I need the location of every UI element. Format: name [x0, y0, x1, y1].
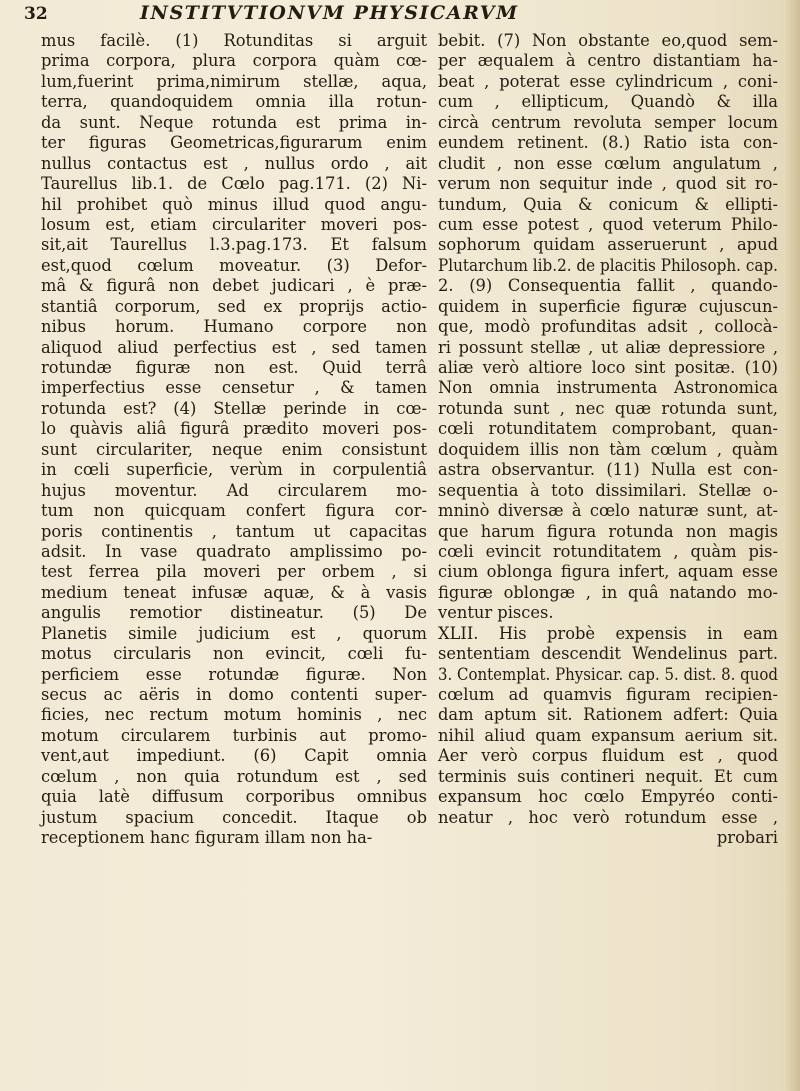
text-line: stantiâ corporum, sed ex proprijs actio- — [41, 296, 427, 316]
text-line: Plutarchum lib.2. de placitis Philosoph. cap. — [438, 255, 778, 275]
text-line: hil prohibet quò minus illud quod angu- — [41, 194, 427, 214]
text-line: mninò diversæ à cœlo naturæ sunt, at- — [438, 501, 778, 521]
text-line: 3. Contemplat. Physicar. cap. 5. dist. 8. quod — [438, 664, 778, 684]
page-number: 32 — [24, 4, 48, 24]
text-line: verum non sequitur inde , quod sit ro- — [438, 174, 778, 194]
text-line: Non omnia instrumenta Astronomica — [438, 378, 778, 398]
right-text-column — [438, 31, 778, 849]
text-line: da sunt. Neque rotunda est prima in- — [41, 112, 427, 132]
text-line: motus circularis non evincit, cœli fu- — [41, 644, 427, 664]
text-line: prima corpora, plura corpora quàm cœ- — [41, 51, 427, 71]
text-line: adsit. In vase quadrato amplissimo po- — [41, 541, 427, 561]
text-line: losum est, etiam circulariter moveri pos- — [41, 214, 427, 234]
text-line: Aer verò corpus fluidum est , quod — [438, 746, 778, 766]
text-line: cum , ellipticum, Quandò & illa — [438, 92, 778, 112]
text-line: nihil aliud quam expansum aerium sit. — [438, 725, 778, 745]
text-line: XLII. His probè expensis in eam — [438, 623, 778, 643]
text-line: sententiam descendit Wendelinus part. — [438, 644, 778, 664]
text-line: lum,fuerint prima,nimirum stellæ, aqua, — [41, 71, 427, 91]
text-line: terminis suis contineri nequit. Et cum — [438, 766, 778, 786]
text-line: perficiem esse rotundæ figuræ. Non — [41, 664, 427, 684]
text-line: dam aptum sit. Rationem adfert: Quia — [438, 705, 778, 725]
text-line: eundem retinent. (8.) Ratio ista con- — [438, 133, 778, 153]
text-line: doquidem illis non tàm cœlum , quàm — [438, 439, 778, 459]
text-line: ri possunt stellæ , ut aliæ depressiore , — [438, 337, 778, 357]
text-line: cœlum , non quia rotundum est , sed — [41, 766, 427, 786]
text-line: sophorum quidam asseruerunt , apud — [438, 235, 778, 255]
text-line: beat , poterat esse cylindricum , coni- — [438, 71, 778, 91]
text-line: receptionem hanc figuram illam non ha- — [41, 828, 373, 848]
text-line: ficies, nec rectum motum hominis , nec — [41, 705, 427, 725]
text-line: angulis remotior distineatur. (5) De — [41, 603, 427, 623]
text-line: sit,ait Taurellus l.3.pag.173. Et falsum — [41, 235, 427, 255]
page-header — [24, 2, 774, 30]
text-line: per æqualem à centro distantiam ha- — [438, 51, 778, 71]
text-line: astra observantur. (11) Nulla est con- — [438, 460, 778, 480]
text-line: poris continentis , tantum ut capacitas — [41, 521, 427, 541]
text-line: cum esse potest , quod veterum Philo- — [438, 214, 778, 234]
text-line: aliæ verò altiore loco sint positæ. (10) — [438, 358, 778, 377]
text-line: cludit , non esse cœlum angulatum , — [438, 153, 778, 173]
text-line: imperfectius esse censetur , & tamen — [41, 378, 427, 398]
text-line: rotunda est? (4) Stellæ perinde in cœ- — [41, 398, 427, 418]
text-line: neatur , hoc verò rotundum esse , — [438, 807, 778, 827]
text-line: Planetis simile judicium est , quorum — [41, 623, 427, 643]
text-line: Taurellus lib.1. de Cœlo pag.171. (2) Ni- — [41, 174, 427, 194]
text-line: probari — [716, 828, 778, 848]
text-line: 2. (9) Consequentia fallit , quando- — [438, 276, 778, 296]
text-line: justum spacium concedit. Itaque ob — [41, 807, 427, 827]
text-line: que harum figura rotunda non magis — [438, 521, 778, 541]
text-line: ventur pisces. — [438, 603, 554, 623]
text-line: test ferrea pila moveri per orbem , si — [41, 562, 427, 582]
text-line: ter figuras Geometricas,figurarum enim — [41, 133, 427, 153]
text-line: sequentia à toto dissimilari. Stellæ o- — [438, 480, 778, 500]
text-line: vent,aut impediunt. (6) Capit omnia — [41, 746, 427, 766]
running-title: INSTITVTIONVM PHYSICARVM — [140, 2, 519, 24]
text-line: cœli evincit rotunditatem , quàm pis- — [438, 541, 778, 561]
left-text-column — [41, 31, 427, 849]
text-line: circà centrum revoluta semper locum — [438, 112, 778, 132]
text-line: nullus contactus est , nullus ordo , ait — [41, 153, 427, 173]
text-line: tundum, Quia & conicum & ellipti- — [438, 194, 778, 214]
text-line: que, modò profunditas adsit , collocà- — [438, 317, 778, 337]
text-line: mâ & figurâ non debet judicari , è præ- — [41, 276, 427, 296]
text-line: nibus horum. Humano corpore non — [41, 317, 427, 337]
text-line: bebit. (7) Non obstante eo,quod sem- — [438, 31, 778, 50]
page-edge — [786, 0, 800, 1091]
text-line: secus ac aëris in domo contenti super- — [41, 685, 427, 704]
text-line: tum non quicquam confert figura cor- — [41, 501, 427, 521]
text-line: cœli rotunditatem comprobant, quan- — [438, 419, 778, 439]
text-line: sunt circulariter, neque enim consistunt — [41, 439, 427, 459]
text-line: lo quàvis aliâ figurâ prædito moveri pos- — [41, 419, 427, 439]
text-line: hujus moventur. Ad circularem mo- — [41, 480, 427, 500]
text-line: est,quod cœlum moveatur. (3) Defor- — [41, 255, 427, 275]
text-line: terra, quandoquidem omnia illa rotun- — [41, 92, 427, 112]
text-line: rotundæ figuræ non est. Quid terrâ — [41, 358, 427, 377]
text-line: mus facilè. (1) Rotunditas si arguit — [41, 31, 427, 50]
text-line: in cœli superficie, verùm in corpulentiâ — [41, 460, 427, 480]
text-line: cœlum ad quamvis figuram recipien- — [438, 685, 778, 704]
text-line: aliquod aliud perfectius est , sed tamen — [41, 337, 427, 357]
text-line: quia latè diffusum corporibus omnibus — [41, 787, 427, 807]
text-line: quidem in superficie figuræ cujuscun- — [438, 296, 778, 316]
text-line: expansum hoc cœlo Empyréo conti- — [438, 787, 778, 807]
text-line: cium oblonga figura infert, aquam esse — [438, 562, 778, 582]
text-line: medium teneat infusæ aquæ, & à vasis — [41, 582, 427, 602]
text-line: rotunda sunt , nec quæ rotunda sunt, — [438, 398, 778, 418]
text-line: motum circularem turbinis aut promo- — [41, 725, 427, 745]
text-line: figuræ oblongæ , in quâ natando mo- — [438, 582, 778, 602]
